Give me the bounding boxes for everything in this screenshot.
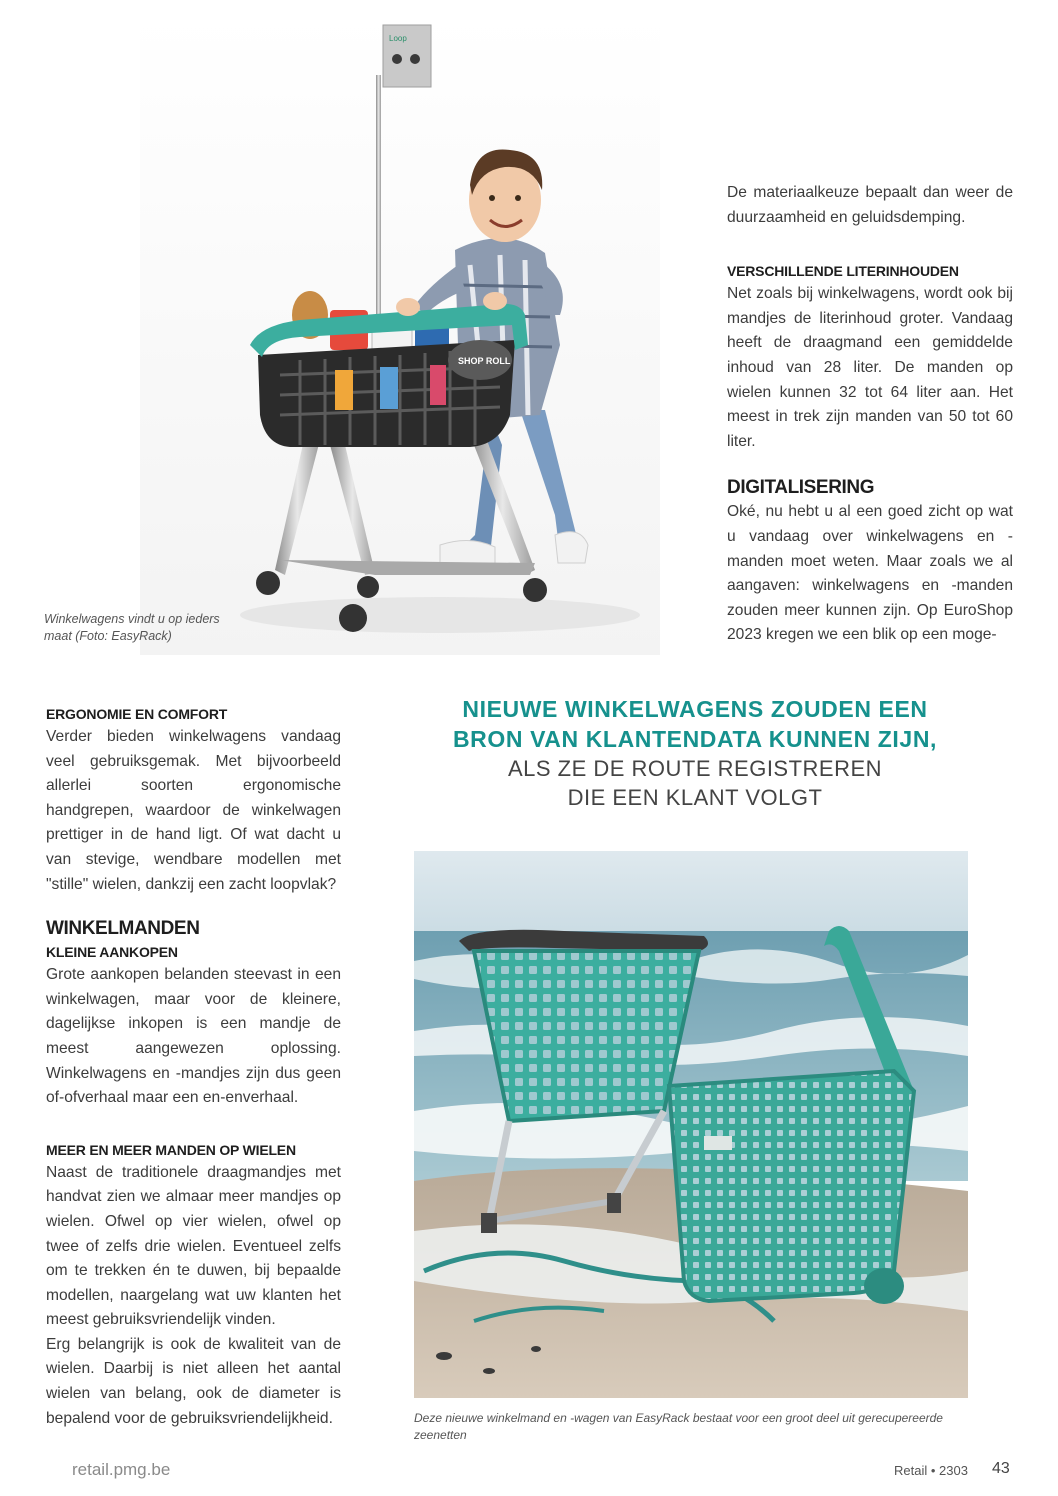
right-column-top xyxy=(727,181,1013,648)
pull-quote-line4: DIE EEN KLANT VOLGT xyxy=(567,785,823,810)
heading-winkelmanden: WINKELMANDEN xyxy=(46,918,200,940)
photo-beach-cart xyxy=(414,851,968,1398)
paragraph-ergonomie: Verder bieden winkelwagens vandaag veel gebruiksgemak. Met bijvoorbeeld allerlei soorten ergonomische handgrepen, waardoor de winkelwagen prettiger in de hand ligt. Of wat dacht u van stevige, wendbare modellen met "stille" wielen, dankzij een zacht loopvlak? xyxy=(46,728,341,893)
footer-magazine: Retail • 2303 xyxy=(894,1463,968,1478)
heading-digitalisering: DIGITALISERING xyxy=(727,477,875,499)
pull-quote-line1: NIEUWE WINKELWAGENS ZOUDEN EEN xyxy=(462,696,928,722)
cart-logo-text: SHOP ROLL xyxy=(458,356,511,366)
heading-manden-op-wielen: MEER EN MEER MANDEN OP WIELEN xyxy=(46,1141,296,1158)
photo-child-caption-line1: Winkelwagens vindt u op ieders xyxy=(44,612,220,626)
heading-literinhouden: VERSCHILLENDE LITERINHOUDEN xyxy=(727,263,959,280)
heading-kleine-aankopen: KLEINE AANKOPEN xyxy=(46,944,178,961)
photo-beach-caption: Deze nieuwe winkelmand en -wagen van EasyRack bestaat voor een groot deel uit gerecupereerde zeenetten xyxy=(414,1411,943,1442)
paragraph-digitalisering: Oké, nu hebt u al een goed zicht op wat u vandaag over winkelwagens en -manden moet weten. Maar zoals we al aangaven: winkelwagens en -manden zouden meer kunnen zijn. Op EuroShop 2023 kregen we een blik op een moge- xyxy=(727,503,1013,644)
beach-cart-illustration xyxy=(414,851,968,1398)
photo-child-cart xyxy=(140,15,660,655)
pull-quote xyxy=(395,694,995,812)
footer-site[interactable]: retail.pmg.be xyxy=(72,1460,171,1479)
pull-quote-line2: BRON VAN KLANTENDATA KUNNEN ZIJN, xyxy=(452,726,938,752)
left-column xyxy=(46,703,341,1431)
paragraph-kleine-aankopen: Grote aankopen belanden steevast in een winkelwagen, maar voor de kleinere, dagelijkse inkopen is een mandje de meest aangewezen oplossing. Winkelwagens en -mandjes zijn dus geen of-ofverhaal maar een en-enverhaal. xyxy=(46,966,341,1107)
child-cart-illustration xyxy=(140,15,660,655)
photo-child-caption-line2: maat (Foto: EasyRack) xyxy=(44,629,172,643)
heading-ergonomie: ERGONOMIE EN COMFORT xyxy=(46,706,228,722)
pull-quote-line3: ALS ZE DE ROUTE REGISTREREN xyxy=(507,756,883,781)
flag-logo-text: Loop xyxy=(389,34,407,43)
photo-child-caption xyxy=(44,611,284,645)
paragraph-manden-op-wielen-2: Erg belangrijk is ook de kwaliteit van de wielen. Daarbij is niet alleen het aantal wielen van belang, ook de diameter is bepalend voor de gebruiksvriendelijkheid. xyxy=(46,1335,341,1427)
paragraph-materiaalkeuze: De materiaalkeuze bepaalt dan weer de duurzaamheid en geluidsdemping. xyxy=(727,184,1013,226)
page-number: 43 xyxy=(992,1460,1010,1477)
paragraph-manden-op-wielen-1: Naast de traditionele draagmandjes met handvat zien we almaar meer mandjes op wielen. Ofwel op vier wielen, ofwel op twee of zelfs drie wielen. Eventueel zelfs om te trekken én te duwen, bij bepaalde modellen, naargelang wat uw klanten het meest gebruiksvriendelijk vinden. xyxy=(46,1163,341,1329)
paragraph-literinhouden: Net zoals bij winkelwagens, wordt ook bij mandjes de literinhoud groter. Vandaag heeft de draagmand een gemiddelde inhoud van 28 liter. De manden op wielen kunnen 32 tot 64 liter aan. Het meest in trek zijn manden van 50 tot 60 liter. xyxy=(727,285,1013,450)
